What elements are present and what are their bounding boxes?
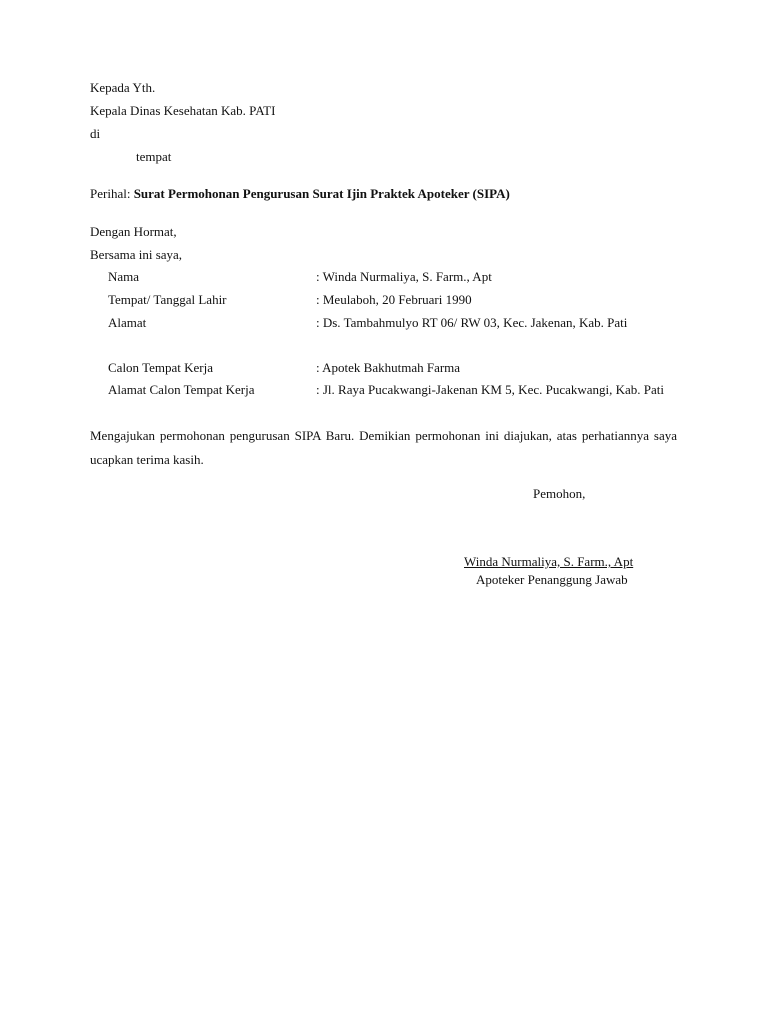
addressee-place: tempat	[136, 149, 172, 164]
intro: Bersama ini saya,	[90, 247, 183, 262]
field-value-calon-tempat-kerja: : Apotek Bakhutmah Farma	[316, 360, 461, 375]
addressee-salutation: Kepada Yth.	[90, 80, 156, 95]
signature-role: Apoteker Penanggung Jawab	[476, 572, 628, 587]
field-value-alamat: : Ds. Tambahmulyo RT 06/ RW 03, Kec. Jakenan, Kab. Pati	[316, 315, 628, 330]
addressee-recipient: Kepala Dinas Kesehatan Kab. PATI	[90, 103, 276, 118]
body-paragraph: Mengajukan permohonan pengurusan SIPA Baru. Demikian permohonan ini diajukan, atas perhatiannya saya ucapkan terima kasih.	[90, 428, 677, 467]
field-label-calon-tempat-kerja: Calon Tempat Kerja	[108, 360, 213, 375]
subject-label: Perihal:	[90, 186, 131, 201]
signature-closing: Pemohon,	[533, 486, 586, 501]
subject-line	[90, 186, 510, 202]
signature-name: Winda Nurmaliya, S. Farm., Apt	[464, 554, 634, 569]
field-value-ttl: : Meulaboh, 20 Februari 1990	[316, 292, 472, 307]
subject-text: Surat Permohonan Pengurusan Surat Ijin Praktek Apoteker (SIPA)	[133, 186, 510, 201]
field-label-nama: Nama	[108, 269, 140, 284]
field-value-alamat-calon-tempat-kerja: : Jl. Raya Pucakwangi-Jakenan KM 5, Kec. Pucakwangi, Kab. Pati	[316, 382, 665, 397]
field-label-alamat-calon-tempat-kerja: Alamat Calon Tempat Kerja	[108, 382, 255, 397]
greeting: Dengan Hormat,	[90, 224, 177, 239]
field-label-ttl: Tempat/ Tanggal Lahir	[108, 292, 227, 307]
addressee-di: di	[90, 126, 101, 141]
field-value-nama: : Winda Nurmaliya, S. Farm., Apt	[316, 269, 492, 284]
field-label-alamat: Alamat	[108, 315, 147, 330]
